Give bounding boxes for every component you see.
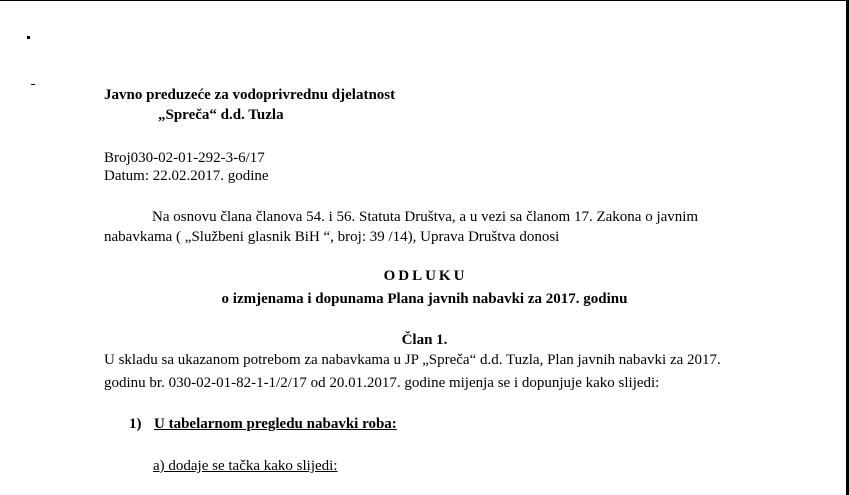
list-item-number: 1) [129, 416, 142, 432]
organization-name: Javno preduzeće za vodoprivrednu djelatnost [104, 87, 396, 103]
intro-paragraph-line-1: Na osnovu člana članova 54. i 56. Statuta Društva, a u vezi sa članom 17. Zakona o javnim [152, 209, 699, 225]
document-number: Broj030-02-01-292-3-6/17 [104, 150, 265, 166]
article-text-line-1: U skladu sa ukazanom potrebom za nabavkama u JP „Spreča“ d.d. Tuzla, Plan javnih nabavki za 2017. [104, 352, 721, 368]
scan-speck [27, 36, 30, 39]
article-heading: Član 1. [401, 332, 448, 348]
decision-subtitle: o izmjenama i dopunama Plana javnih nabavki za 2017. godinu [221, 291, 628, 307]
list-item-heading: U tabelarnom pregledu nabavki roba: [154, 416, 397, 432]
decision-title: ODLUKU [383, 268, 468, 284]
scan-speck [31, 84, 35, 85]
organization-short-name: „Spreča“ d.d. Tuzla [158, 107, 284, 123]
intro-paragraph-line-2: nabavkama ( „Službeni glasnik BiH “, broj: 39 /14), Uprava Društva donosi [104, 229, 560, 245]
sub-item-a: a) dodaje se tačka kako slijedi: [153, 458, 338, 474]
article-text-line-2: godinu br. 030-02-01-82-1-1/2/17 od 20.01.2017. godine mijenja se i dopunjuje kako slijedi: [104, 375, 660, 391]
document-date: Datum: 22.02.2017. godine [104, 168, 269, 184]
